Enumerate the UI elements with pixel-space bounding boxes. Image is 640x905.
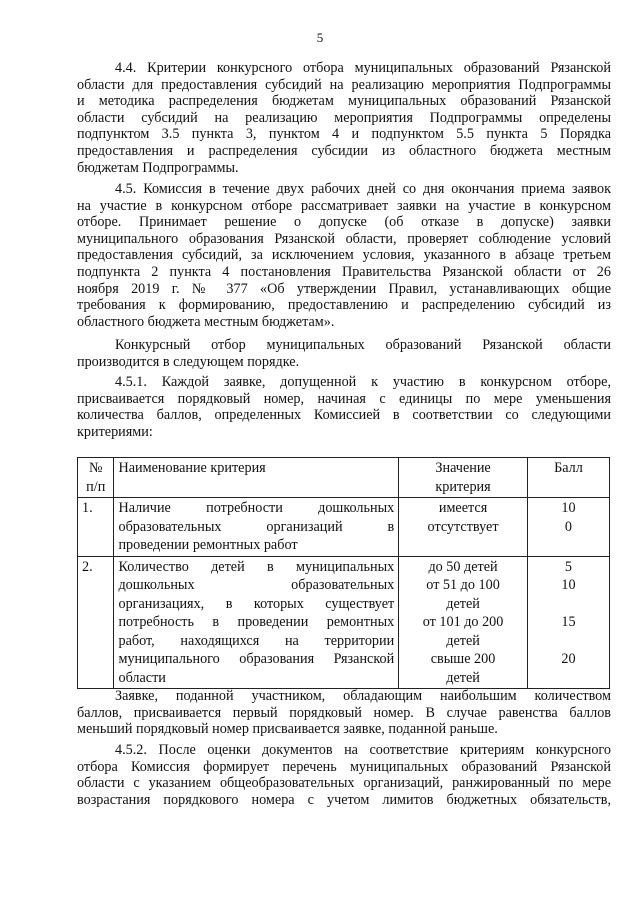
- table-row: [78, 556, 610, 689]
- criterion-name-line: работ, находящихся на территории: [118, 632, 395, 649]
- text-line: подпунктом 3.5 пункта 3, пунктом 4 и подпунктом 5.5 пункта 5 Порядка: [77, 126, 611, 143]
- criterion-value: детей: [446, 632, 480, 649]
- row-criterion-name: [114, 556, 399, 689]
- header-points-text: Балл: [554, 460, 583, 476]
- criterion-value: до 50 детей: [428, 558, 498, 575]
- header-criterion-name-text: Наименование критерия: [118, 460, 266, 476]
- paragraph-ranking: [77, 688, 611, 738]
- text-line: 4.4. Критерии конкурсного отбора муниципальных образований Рязанской: [115, 60, 611, 76]
- text-line: бюджетам Подпрограммы.: [77, 159, 239, 176]
- row-points: [527, 498, 609, 557]
- points-value: 5: [564, 558, 572, 575]
- header-number-line: п/п: [86, 478, 106, 495]
- criterion-value: отсутствует: [427, 518, 499, 535]
- text-line: меньший порядковый номер присваивается заявке, поданной раньше.: [77, 721, 498, 738]
- header-criterion-value: [399, 458, 528, 498]
- criterion-value: детей: [446, 669, 480, 686]
- text-line: предоставления субсидий, за исключением условия, указанного в абзаце третьем: [77, 247, 611, 264]
- header-value-line: Значение: [435, 460, 491, 476]
- row-criterion-values: [399, 498, 528, 557]
- text-line: Заявке, поданной участником, обладающим наибольшим количеством: [115, 688, 611, 704]
- criterion-name-line: дошкольных образовательных: [118, 577, 395, 593]
- criterion-name-line: потребность в проведении ремонтных: [118, 614, 395, 630]
- header-criterion-name: [114, 458, 399, 498]
- row-number-text: 2.: [82, 558, 93, 575]
- paragraph-4-5-1: [77, 374, 611, 440]
- row-points: [527, 556, 609, 689]
- text-line: отбора Комиссия формирует перечень муниципальных образований Рязанской: [77, 758, 611, 775]
- text-line: и методика распределения бюджетам муниципальных образований Рязанской: [77, 93, 611, 110]
- text-line: количества баллов, определенных Комиссией в соответствии со следующими: [77, 407, 611, 424]
- text-line: области для предоставления субсидий на реализацию мероприятия Подпрограммы: [77, 76, 611, 93]
- text-line: баллов, присваивается первый порядковый номер. В случае равенства баллов: [77, 704, 611, 721]
- criterion-value: имеется: [438, 500, 488, 516]
- criterion-value: от 51 до 100: [426, 577, 500, 593]
- paragraph-4-5-2: [77, 742, 611, 808]
- points-value: 10: [561, 500, 576, 516]
- table-row: [78, 498, 610, 557]
- points-value: 0: [564, 518, 572, 535]
- text-line: на участие в конкурсном отборе рассматривает заявки на участие в конкурсном: [77, 197, 611, 214]
- points-value: 10: [561, 577, 576, 593]
- text-line: 4.5. Комиссия в течение двух рабочих дней со дня окончания приема заявок: [115, 181, 611, 197]
- paragraph-competition: [77, 337, 611, 370]
- text-line: подпункта 2 пункта 4 постановления Правительства Рязанской области от 26: [77, 263, 611, 280]
- criterion-value: детей: [446, 595, 480, 612]
- header-points: [527, 458, 609, 498]
- page-number: 5: [316, 30, 324, 45]
- text-line: 4.5.2. После оценки документов на соответствие критериям конкурсного: [115, 742, 611, 758]
- text-line: ноября 2019 г. № 377 «Об утверждении Правил, устанавливающих общие: [77, 280, 611, 297]
- text-line: 4.5.1. Каждой заявке, допущенной к участию в конкурсном отборе,: [115, 374, 611, 390]
- criterion-name-line: области: [118, 669, 166, 686]
- row-criterion-name: [114, 498, 399, 557]
- text-line: критериями:: [77, 423, 153, 440]
- criterion-name-line: образовательных организаций в: [118, 518, 395, 535]
- text-line: производится в следующем порядке.: [77, 353, 300, 370]
- text-line: возрастания порядкового номера с учетом лимитов бюджетных обязательств,: [77, 791, 611, 808]
- header-value-line: критерия: [435, 478, 491, 495]
- text-line: областного бюджета местным бюджетам».: [77, 313, 335, 330]
- text-line: Конкурсный отбор муниципальных образований Рязанской области: [115, 337, 611, 353]
- text-line: присваивается порядковый номер, начиная с единицы по мере уменьшения: [77, 390, 611, 407]
- criteria-table: [77, 457, 610, 689]
- row-number-text: 1.: [82, 500, 93, 516]
- paragraph-4-5: [77, 181, 611, 330]
- criterion-name-line: организациях, в которых существует: [118, 595, 395, 612]
- points-value: 20: [561, 651, 576, 667]
- criterion-name-line: Количество детей в муниципальных: [118, 558, 395, 575]
- points-value: 15: [561, 614, 576, 630]
- header-number: [78, 458, 114, 498]
- text-line: предоставления и распределения субсидии из областного бюджета местным: [77, 142, 611, 159]
- row-number: [78, 556, 114, 689]
- row-criterion-values: [399, 556, 528, 689]
- row-number: [78, 498, 114, 557]
- text-line: муниципального образования Рязанской области, проверяет соблюдение условий: [77, 230, 611, 247]
- criterion-value: от 101 до 200: [422, 614, 504, 630]
- criterion-name-line: Наличие потребности дошкольных: [118, 500, 395, 516]
- criterion-name-line: муниципального образования Рязанской: [118, 651, 395, 667]
- header-number-line: №: [88, 460, 103, 476]
- table-header-row: [78, 458, 610, 498]
- criterion-name-line: проведении ремонтных работ: [118, 537, 298, 553]
- text-line: области субсидий на реализацию мероприятия Подпрограммы определены: [77, 109, 611, 126]
- text-line: области с указанием общеобразовательных организаций, ранжированный по мере: [77, 775, 611, 792]
- text-line: требования к формированию, предоставлению и распределению субсидий из: [77, 297, 611, 314]
- text-line: отборе. Принимает решение о допуске (об отказе в допуске) заявки: [77, 214, 611, 231]
- criterion-value: свыше 200: [430, 651, 496, 667]
- paragraph-4-4: [77, 60, 611, 176]
